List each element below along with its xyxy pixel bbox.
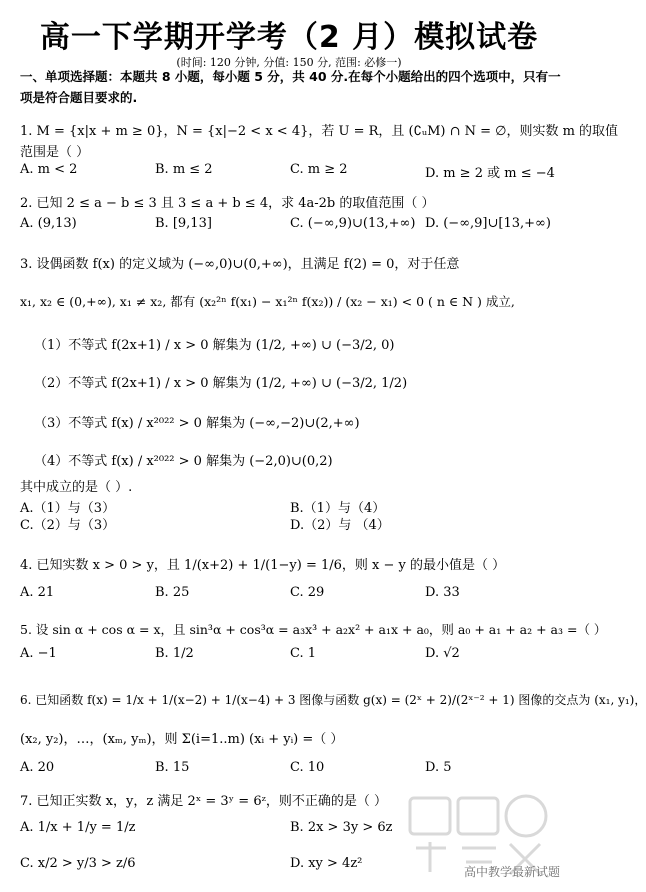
question-6-stem: 6. 已知函数 f(x) = 1/x + 1/(x−2) + 1/(x−4) + 3 图像与函数 g(x) = (2ˣ + 2)/(2ˣ⁻² + 1) 图像的交点为 (x₁, y₁)， [20, 693, 646, 707]
question-2-option-b: B. [9,13] [155, 216, 212, 231]
question-4-option-a: A. 21 [20, 585, 55, 600]
question-6-stem-cont: (x₂, y₂)，…，(xₘ, yₘ)，则 Σ(i=1..m) (xᵢ + yᵢ) =（ ） [20, 732, 344, 747]
question-6-option-d: D. 5 [425, 760, 452, 775]
question-6-option-a: A. 20 [20, 760, 55, 775]
question-3-claim-4: （4）不等式 f(x) / x²⁰²² > 0 解集为 (−2,0)∪(0,2) [34, 454, 333, 469]
question-4-option-b: B. 25 [155, 585, 190, 600]
question-4-option-d: D. 33 [425, 585, 460, 600]
question-5-option-c: C. 1 [290, 646, 317, 661]
question-7-option-c: C. x/2 > y/3 > z/6 [20, 856, 136, 871]
question-1-option-c: C. m ≥ 2 [290, 162, 348, 177]
question-3-ask: 其中成立的是（ ）. [20, 480, 133, 495]
page-title: 高一下学期开学考（2 月）模拟试卷 [39, 20, 539, 55]
question-4-stem: 4. 已知实数 x > 0 > y，且 1/(x+2) + 1/(1−y) = 1/6，则 x − y 的最小值是（ ） [20, 558, 506, 573]
section-heading: 一、单项选择题：本题共 8 小题，每小题 5 分，共 40 分.在每个小题给出的四个选项中，只有一项是符合题目要求的. [20, 69, 561, 105]
question-7-option-a: A. 1/x + 1/y = 1/z [20, 820, 136, 835]
question-6-option-c: C. 10 [290, 760, 325, 775]
question-1-option-a: A. m < 2 [20, 162, 78, 177]
question-7-option-d: D. xy > 4z² [290, 856, 363, 871]
question-3-claim-2: （2）不等式 f(2x+1) / x > 0 解集为 (1/2, +∞) ∪ (−3/2, 1/2) [34, 376, 408, 391]
question-2-option-c: C. (−∞,9)∪(13,+∞) [290, 216, 416, 231]
question-3-claim-1: （1）不等式 f(2x+1) / x > 0 解集为 (1/2, +∞) ∪ (−3/2, 0) [34, 338, 395, 353]
question-3-stem: 3. 设偶函数 f(x) 的定义域为 (−∞,0)∪(0,+∞)，且满足 f(2) = 0，对于任意 [20, 257, 460, 272]
question-7-option-b: B. 2x > 3y > 6z [290, 820, 393, 835]
question-3-option-b: B.（1）与（4） [290, 501, 386, 516]
question-3-stem-cont: x₁, x₂ ∈ (0,+∞), x₁ ≠ x₂, 都有 (x₂²ⁿ f(x₁) − x₁²ⁿ f(x₂)) / (x₂ − x₁) < 0 ( n ∈ N ) 成立, [20, 294, 515, 309]
question-1-option-b: B. m ≤ 2 [155, 162, 213, 177]
question-1-stem: 1. M = {x|x + m ≥ 0}，N = {x|−2 < x < 4}，若 U = R，且 (∁ᵤM) ∩ N = ∅，则实数 m 的取值 [20, 124, 619, 139]
question-5-option-b: B. 1/2 [155, 646, 194, 661]
question-2-option-a: A. (9,13) [20, 216, 77, 231]
question-3-option-a: A.（1）与（3） [20, 501, 116, 516]
question-3-claim-3: （3）不等式 f(x) / x²⁰²² > 0 解集为 (−∞,−2)∪(2,+∞) [34, 416, 360, 431]
question-1-stem-cont: 范围是（ ） [20, 145, 90, 160]
question-3-option-c: C.（2）与（3） [20, 518, 116, 533]
question-6-option-b: B. 15 [155, 760, 190, 775]
question-2-stem: 2. 已知 2 ≤ a − b ≤ 3 且 3 ≤ a + b ≤ 4，求 4a-2b 的取值范围（ ） [20, 196, 435, 211]
question-7-stem: 7. 已知正实数 x，y，z 满足 2ˣ = 3ʸ = 6ᶻ，则不正确的是（ ） [20, 794, 388, 809]
watermark-text: 高中教学最新试题 [463, 865, 560, 879]
question-2-option-d: D. (−∞,9]∪[13,+∞) [425, 216, 551, 231]
question-5-option-a: A. −1 [20, 646, 57, 661]
question-4-option-c: C. 29 [290, 585, 325, 600]
exam-info: (时间: 120 分钟, 分值: 150 分, 范围: 必修一) [176, 56, 402, 69]
question-5-stem: 5. 设 sin α + cos α = x，且 sin³α + cos³α = a₃x³ + a₂x² + a₁x + a₀，则 a₀ + a₁ + a₂ + a₃ =（ ） [20, 622, 607, 637]
question-5-option-d: D. √2 [425, 646, 460, 661]
question-1-option-d: D. m ≥ 2 或 m ≤ −4 [425, 166, 555, 181]
question-3-option-d: D.（2）与 （4） [290, 518, 390, 533]
